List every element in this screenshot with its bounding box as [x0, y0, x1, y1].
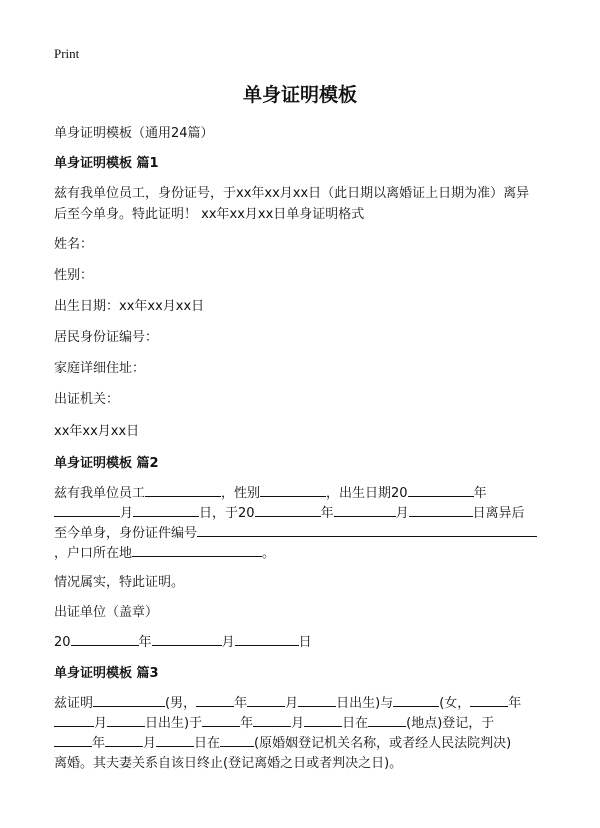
field-name: 姓名：: [54, 237, 94, 252]
blank-female-name[interactable]: [393, 693, 439, 707]
text: 日在: [342, 716, 369, 731]
section-3-line-3: [54, 732, 511, 751]
text: 日在: [194, 736, 221, 751]
section-2-issuing-unit: 出证单位（盖章）: [54, 605, 159, 620]
text: 年: [240, 716, 254, 731]
section-2-line-3: [54, 522, 537, 541]
blank-male-name[interactable]: [93, 693, 165, 707]
text: 20: [54, 635, 71, 650]
text: 月: [285, 696, 299, 711]
section-1-date: xx年xx月xx日: [54, 424, 140, 439]
blank-divorce-year[interactable]: [255, 503, 321, 517]
text: 日离异后: [472, 506, 525, 521]
blank-employee[interactable]: [145, 483, 221, 497]
text: (女，: [439, 696, 471, 711]
text: 年: [234, 696, 248, 711]
section-3-line-2: [54, 712, 494, 731]
blank-female-day[interactable]: [107, 713, 145, 727]
print-link[interactable]: Print: [54, 46, 80, 61]
blank-register-month[interactable]: [253, 713, 291, 727]
field-address: 家庭详细住址：: [54, 361, 146, 376]
blank-birth-month[interactable]: [54, 503, 120, 517]
blank-female-year[interactable]: [470, 693, 508, 707]
blank-divorce-year-2[interactable]: [54, 733, 92, 747]
section-1-paragraph-line-2: 后至今单身。特此证明！ xx年xx月xx日单身证明格式: [54, 207, 365, 222]
blank-female-month[interactable]: [54, 713, 94, 727]
text: ，户口所在地: [54, 546, 133, 561]
field-issuer: 出证机关：: [54, 392, 120, 407]
blank-register-place[interactable]: [368, 713, 406, 727]
section-3-heading: 单身证明模板 篇3: [54, 666, 159, 681]
text: 月: [291, 716, 305, 731]
page-title: 单身证明模板: [242, 84, 357, 106]
text: 兹证明: [54, 696, 94, 711]
text: 年: [508, 696, 522, 711]
text: 月: [395, 506, 409, 521]
blank-gender[interactable]: [260, 483, 326, 497]
blank-birth-year[interactable]: [408, 483, 474, 497]
section-1-paragraph-line-1: 兹有我单位员工，身份证号，于xx年xx月xx日（此日期以离婚证上日期为准）离异: [54, 186, 530, 201]
text: 日: [298, 635, 312, 650]
text: ，出生日期20: [326, 486, 408, 501]
blank-registry-office[interactable]: [220, 733, 254, 747]
text: 月: [143, 736, 157, 751]
field-birth-date: 出生日期：xx年xx月xx日: [54, 299, 205, 314]
text: 月: [120, 506, 134, 521]
text: 日，于20: [199, 506, 255, 521]
text: 。: [262, 546, 276, 561]
blank-issue-year[interactable]: [71, 632, 139, 646]
subtitle: 单身证明模板（通用24篇）: [54, 126, 214, 141]
text: 至今单身，身份证件编号: [54, 526, 198, 541]
section-3-line-4: 离婚。其夫妻关系自该日终止(登记离婚之日或者判决之日)。: [54, 756, 403, 771]
field-gender: 性别：: [54, 268, 94, 283]
section-3-line-1: [54, 692, 521, 711]
blank-residence[interactable]: [132, 543, 262, 557]
text: (男，: [165, 696, 197, 711]
blank-register-year[interactable]: [202, 713, 240, 727]
text: 年: [138, 635, 152, 650]
text: 兹有我单位员工: [54, 486, 146, 501]
text: 日出生)于: [145, 716, 203, 731]
text: 年: [92, 736, 106, 751]
section-2-date-line: [54, 631, 312, 650]
section-1-heading: 单身证明模板 篇1: [54, 156, 159, 171]
blank-birth-day[interactable]: [133, 503, 199, 517]
text: 日出生)与: [336, 696, 394, 711]
text: (地点)登记，于: [406, 716, 495, 731]
section-2-line-4: [54, 542, 275, 561]
blank-register-day[interactable]: [304, 713, 342, 727]
text: (原婚姻登记机关名称，或者经人民法院判决): [254, 736, 512, 751]
section-2-line-1: [54, 482, 487, 501]
field-id-number: 居民身份证编号：: [54, 330, 159, 345]
blank-divorce-day-2[interactable]: [156, 733, 194, 747]
blank-divorce-month-2[interactable]: [105, 733, 143, 747]
blank-issue-month[interactable]: [152, 632, 222, 646]
text: 年: [320, 506, 334, 521]
blank-male-year[interactable]: [196, 693, 234, 707]
text: ，性别: [221, 486, 261, 501]
blank-male-day[interactable]: [298, 693, 336, 707]
blank-issue-day[interactable]: [235, 632, 299, 646]
section-2-statement: 情况属实，特此证明。: [54, 575, 185, 590]
text: 月: [221, 635, 235, 650]
blank-male-month[interactable]: [247, 693, 285, 707]
text: 月: [94, 716, 108, 731]
section-2-line-2: [54, 502, 525, 521]
blank-id-number[interactable]: [197, 523, 537, 537]
section-2-heading: 单身证明模板 篇2: [54, 456, 159, 471]
blank-divorce-month[interactable]: [334, 503, 396, 517]
blank-divorce-day[interactable]: [409, 503, 473, 517]
text: 年: [473, 486, 487, 501]
